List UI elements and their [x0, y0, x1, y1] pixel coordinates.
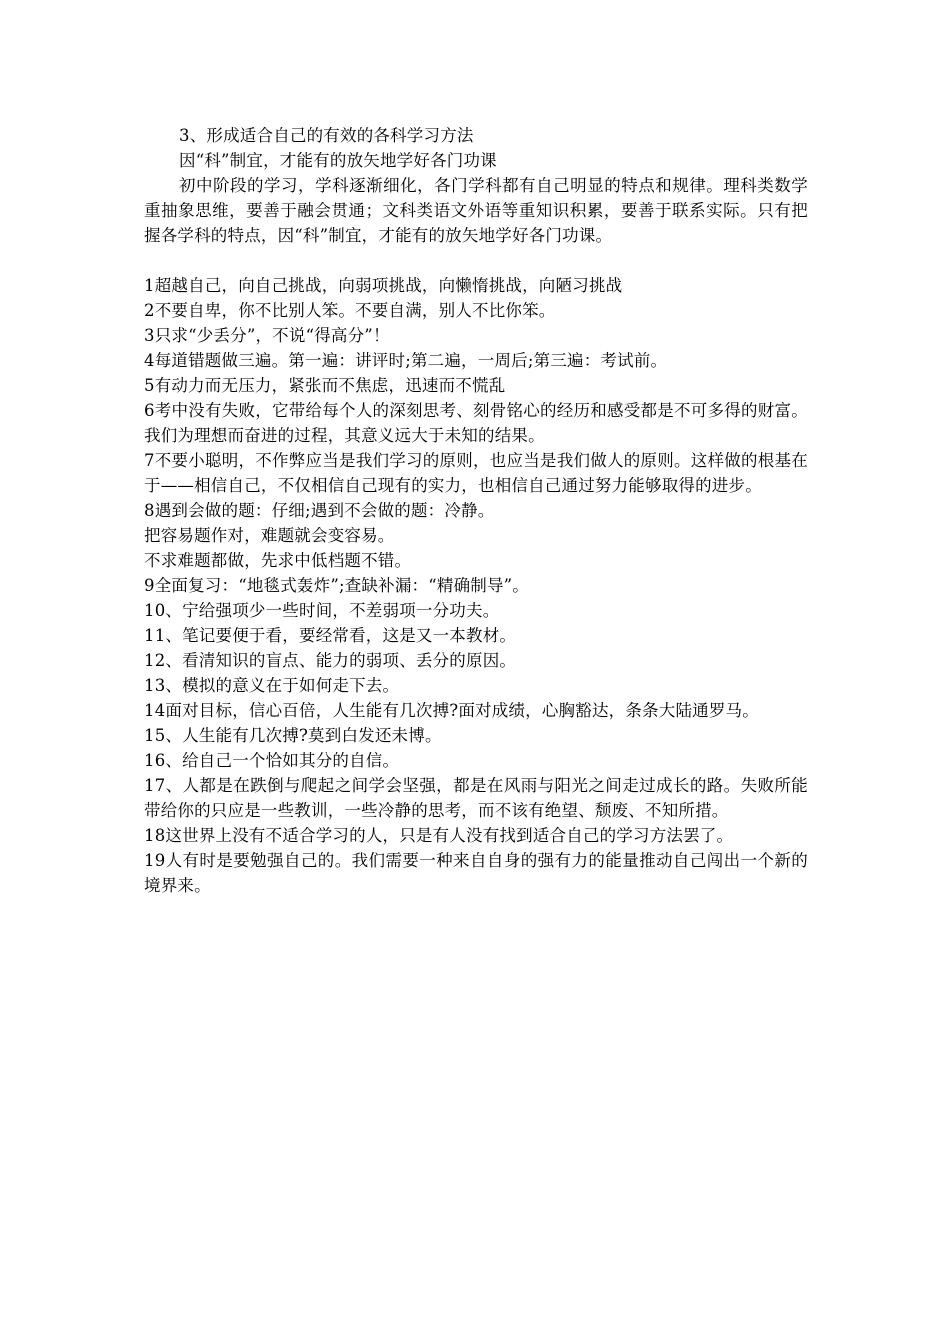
list-item: 17、人都是在跌倒与爬起之间学会坚强，都是在风雨与阳光之间走过成长的路。失败所能带给你的只应是一些教训，一些冷静的思考，而不该有绝望、颓废、不知所措。 [144, 776, 808, 820]
list-item: 2不要自卑，你不比别人笨。不要自满，别人不比你笨。 [144, 301, 556, 320]
list-item: 7不要小聪明，不作弊应当是我们学习的原则，也应当是我们做人的原则。这样做的根基在于——相信自己，不仅相信自己现有的实力，也相信自己通过努力能够取得的进步。 [144, 451, 808, 495]
blank-line [144, 248, 808, 273]
list-item: 15、人生能有几次搏?莫到白发还未博。 [144, 726, 442, 745]
list-item: 6考中没有失败，它带给每个人的深刻思考、刻骨铭心的经历和感受都是不可多得的财富。我们为理想而奋进的过程，其意义远大于未知的结果。 [144, 401, 808, 445]
list-item: 14面对目标，信心百倍，人生能有几次搏?面对成绩，心胸豁达，条条大陆通罗马。 [144, 701, 759, 720]
section-subheading: 因“科”制宜，才能有的放矢地学好各门功课 [179, 151, 497, 170]
list-item: 1超越自己，向自己挑战，向弱项挑战，向懒惰挑战，向陋习挑战 [144, 276, 623, 295]
list-item: 5有动力而无压力，紧张而不焦虑，迅速而不慌乱 [144, 376, 506, 395]
list-item: 12、看清知识的盲点、能力的弱项、丢分的原因。 [144, 651, 517, 670]
list-item: 不求难题都做，先求中低档题不错。 [144, 551, 412, 570]
section-heading: 3、形成适合自己的有效的各科学习方法 [179, 126, 474, 145]
list-item: 9全面复习：“地毯式轰炸”;查缺补漏：“精确制导”。 [144, 576, 529, 595]
list-item: 18这世界上没有不适合学习的人，只是有人没有找到适合自己的学习方法罢了。 [144, 826, 734, 845]
list-item: 10、宁给强项少一些时间，不差弱项一分功夫。 [144, 601, 500, 620]
list-item: 3只求“少丢分”，不说“得高分”！ [144, 326, 390, 345]
list-item: 8遇到会做的题：仔细;遇到不会做的题：冷静。 [144, 501, 495, 520]
document-page [144, 123, 808, 898]
list-item: 13、模拟的意义在于如何走下去。 [144, 676, 400, 695]
list-item: 19人有时是要勉强自己的。我们需要一种来自自身的强有力的能量推动自己闯出一个新的境界来。 [144, 851, 808, 895]
list-item: 11、笔记要便于看，要经常看，这是又一本教材。 [144, 626, 517, 645]
intro-paragraph: 初中阶段的学习，学科逐渐细化，各门学科都有自己明显的特点和规律。理科类数学重抽象思维，要善于融会贯通；文科类语文外语等重知识积累，要善于联系实际。只有把握各学科的特点，因“科”制宜，才能有的放矢地学好各门功课。 [144, 176, 808, 245]
list-item: 把容易题作对，难题就会变容易。 [144, 526, 395, 545]
list-item: 4每道错题做三遍。第一遍：讲评时;第二遍，一周后;第三遍：考试前。 [144, 351, 668, 370]
list-item: 16、给自己一个恰如其分的自信。 [144, 751, 400, 770]
